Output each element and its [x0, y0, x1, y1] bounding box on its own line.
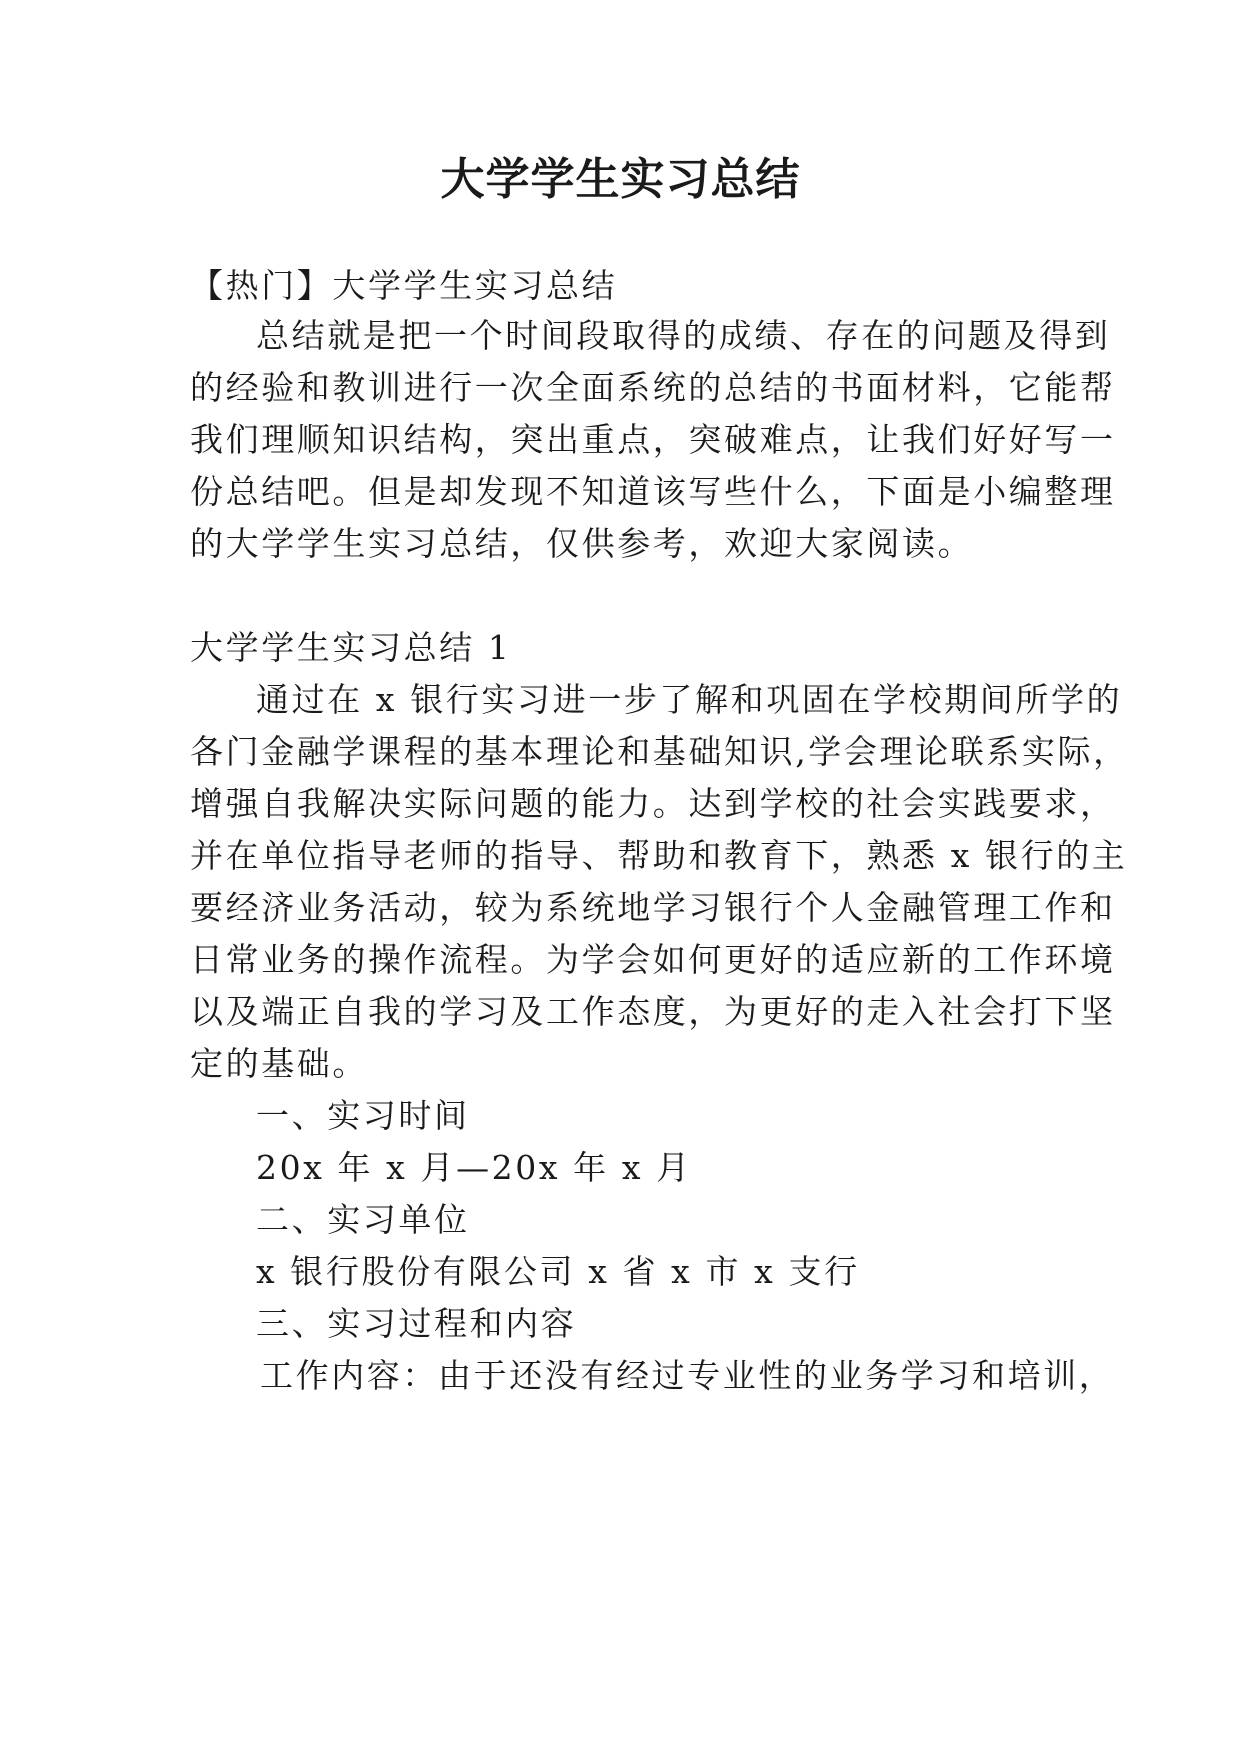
intro-line: 的经验和教训进行一次全面系统的总结的书面材料，它能帮: [190, 368, 1116, 407]
intro-line: 我们理顺知识结构，突出重点，突破难点，让我们好好写一: [190, 420, 1116, 459]
section-line: 以及端正自我的学习及工作态度，为更好的走入社会打下坚: [190, 992, 1116, 1031]
item-value-process: 工作内容：由于还没有经过专业性的业务学习和培训，: [260, 1356, 1115, 1395]
section-title: 大学学生实习总结 1: [190, 628, 512, 667]
hot-heading: 【热门】大学学生实习总结: [190, 266, 618, 305]
section-line: 增强自我解决实际问题的能力。达到学校的社会实践要求，: [190, 784, 1116, 823]
section-line: 并在单位指导老师的指导、帮助和教育下，熟悉 x 银行的主: [190, 836, 1128, 875]
item-heading-process: 三、实习过程和内容: [256, 1304, 577, 1343]
item-heading-unit: 二、实习单位: [256, 1200, 470, 1239]
item-value-time: 20x 年 x 月—20x 年 x 月: [256, 1148, 692, 1187]
intro-line: 的大学学生实习总结，仅供参考，欢迎大家阅读。: [190, 524, 974, 563]
item-heading-time: 一、实习时间: [256, 1096, 470, 1135]
section-line: 日常业务的操作流程。为学会如何更好的适应新的工作环境: [190, 940, 1116, 979]
intro-line: 份总结吧。但是却发现不知道该写些什么，下面是小编整理: [190, 472, 1116, 511]
intro-line: 总结就是把一个时间段取得的成绩、存在的问题及得到: [256, 316, 1111, 355]
section-line: 要经济业务活动，较为系统地学习银行个人金融管理工作和: [190, 888, 1116, 927]
section-line: 定的基础。: [190, 1044, 368, 1083]
section-line: 通过在 x 银行实习进一步了解和巩固在学校期间所学的: [256, 680, 1123, 719]
page-title: 大学学生实习总结: [440, 154, 801, 205]
section-line: 各门金融学课程的基本理论和基础知识,学会理论联系实际，: [190, 732, 1129, 771]
item-value-unit: x 银行股份有限公司 x 省 x 市 x 支行: [256, 1252, 860, 1291]
